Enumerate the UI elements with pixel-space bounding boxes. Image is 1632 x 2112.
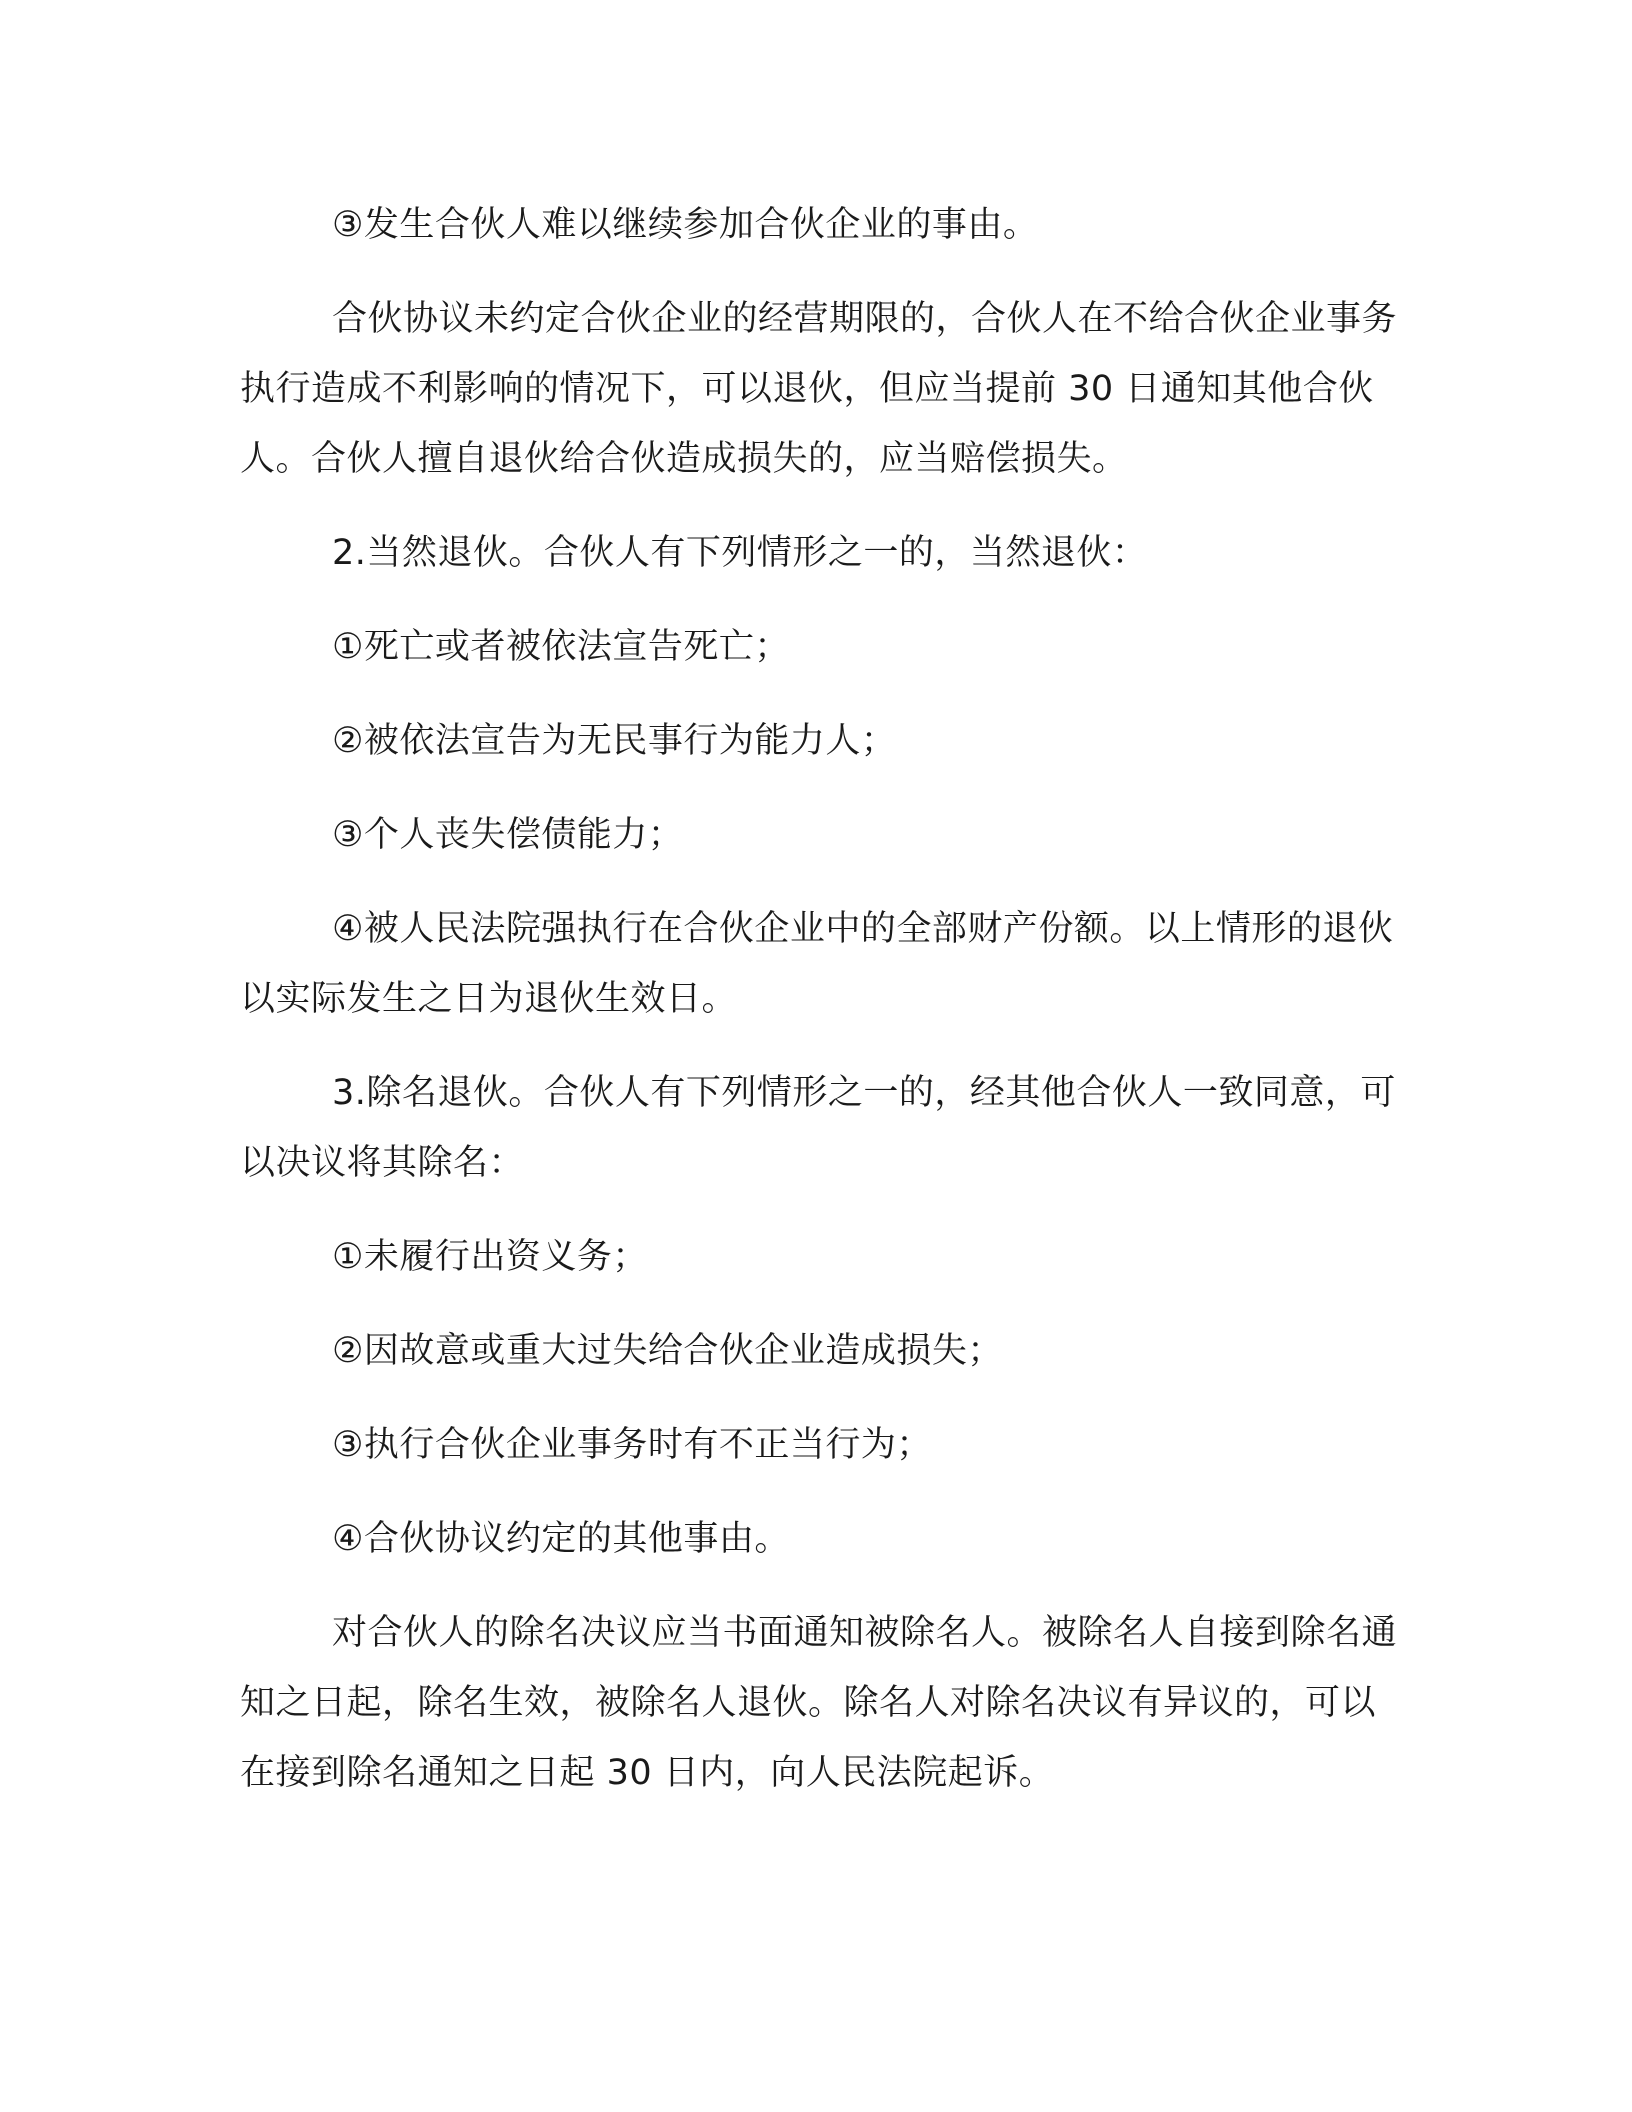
paragraph: 合伙协议未约定合伙企业的经营期限的，合伙人在不给合伙企业事务执行造成不利影响的情况下，可以退伙，但应当提前 30 日通知其他合伙人。合伙人擅自退伙给合伙造成损失的，应当赔偿损失。 [240, 299, 1398, 479]
list-item: ①死亡或者被依法宣告死亡； [332, 627, 790, 667]
document-body [240, 190, 1400, 1808]
paragraph: 对合伙人的除名决议应当书面通知被除名人。被除名人自接到除名通知之日起，除名生效，被除名人退伙。除名人对除名决议有异议的，可以在接到除名通知之日起 30 日内，向人民法院起诉。 [240, 1613, 1398, 1793]
list-item: ③个人丧失偿债能力； [332, 815, 684, 855]
paragraph: 2.当然退伙。合伙人有下列情形之一的，当然退伙： [332, 533, 1148, 573]
paragraph: ③发生合伙人难以继续参加合伙企业的事由。 [332, 205, 1039, 245]
list-item: ②因故意或重大过失给合伙企业造成损失； [332, 1331, 1003, 1371]
list-item: ③执行合伙企业事务时有不正当行为； [332, 1425, 932, 1465]
paragraph: 3.除名退伙。合伙人有下列情形之一的，经其他合伙人一致同意，可以决议将其除名： [240, 1073, 1396, 1183]
list-item: ④被人民法院强执行在合伙企业中的全部财产份额。以上情形的退伙以实际发生之日为退伙生效日。 [240, 909, 1394, 1019]
list-item: ②被依法宣告为无民事行为能力人； [332, 721, 897, 761]
list-item: ①未履行出资义务； [332, 1237, 648, 1277]
list-item: ④合伙协议约定的其他事由。 [332, 1519, 790, 1559]
